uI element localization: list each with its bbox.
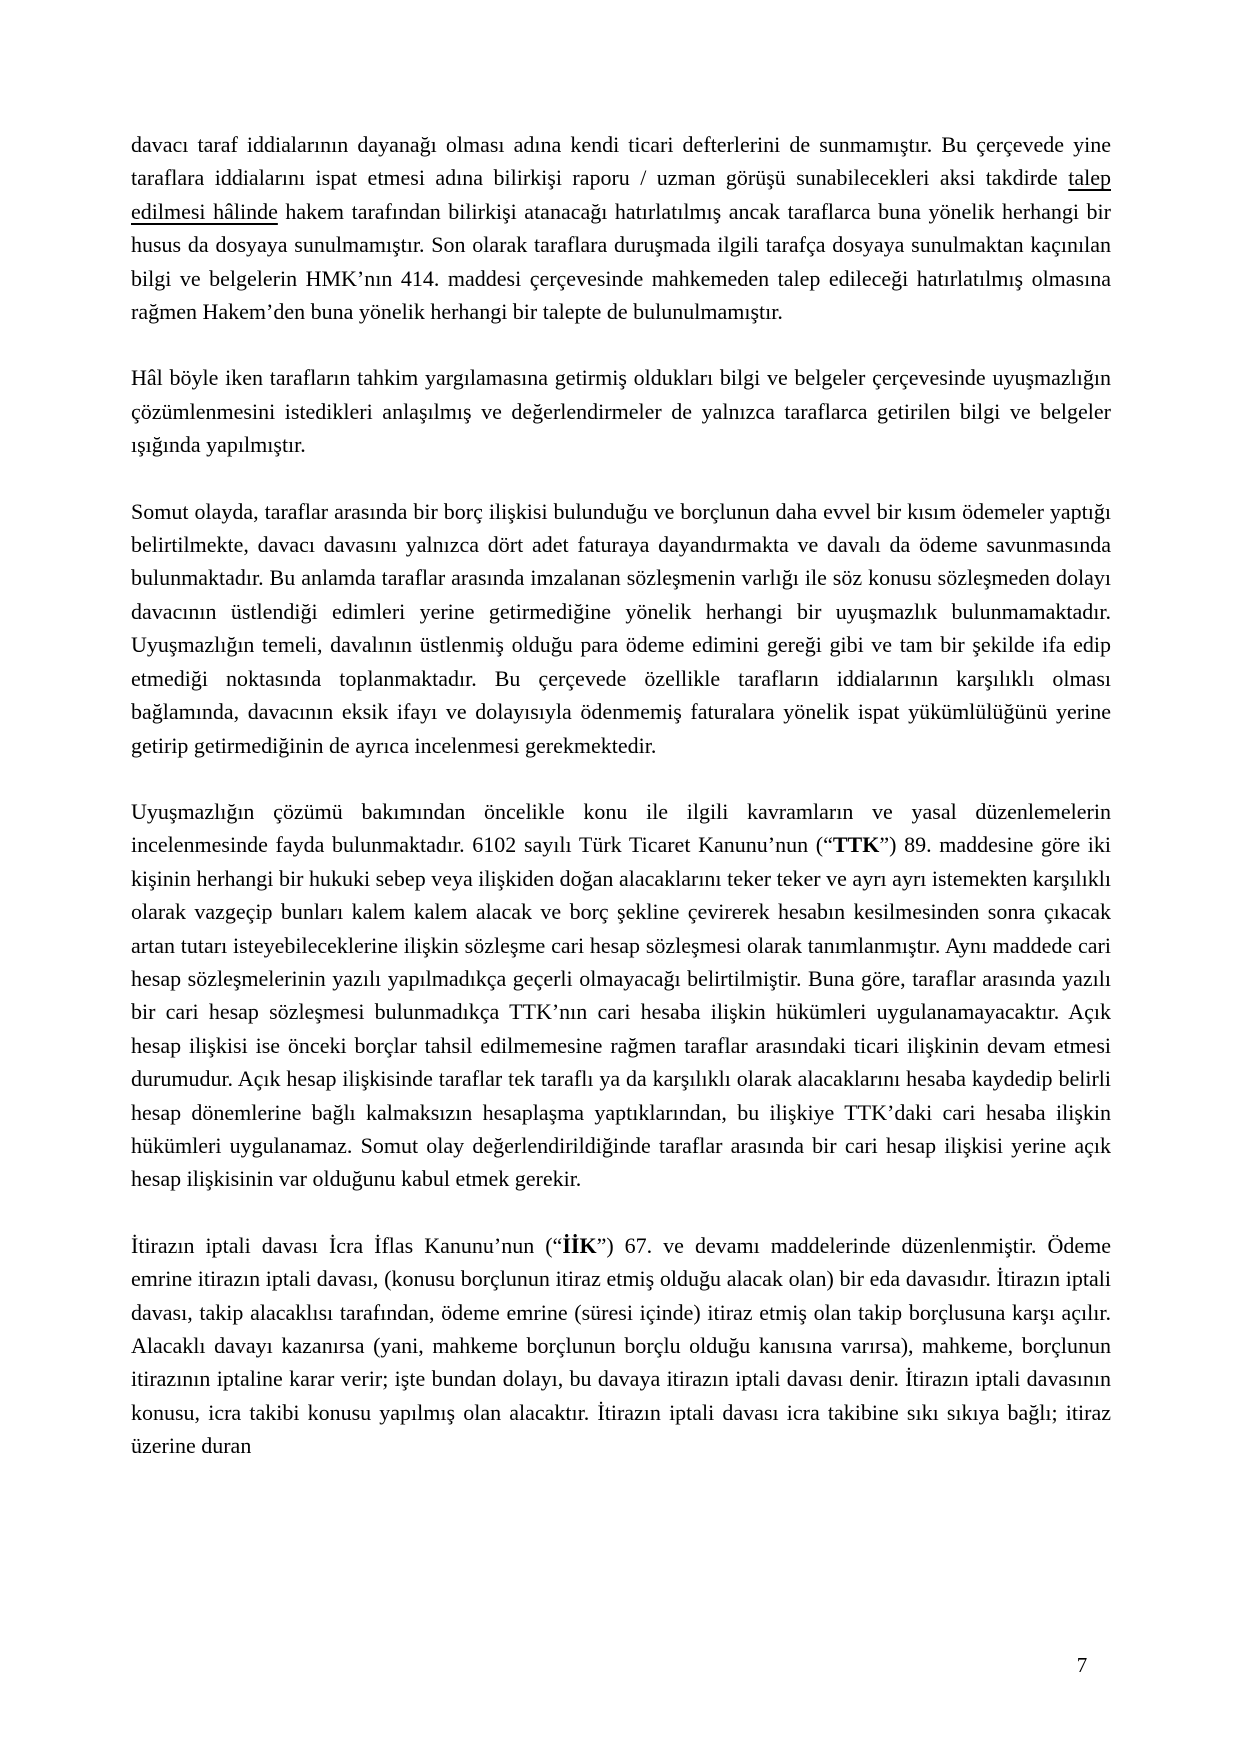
text-run: hakem tarafından bilirkişi atanacağı hatırlatılmış ancak taraflarca buna yönelik herhangi bir husus da dosyaya sunulmamıştır. Son olarak taraflara duruşmada ilgili tarafça dosyaya sunulmaktan kaçınılan bilgi ve belgelerin HMK’nın 414. maddesi çerçevesinde mahkemeden talep edileceği hatırlatılmış olmasına rağmen Hakem’den buna yönelik herhangi bir talepte de bulunulmamıştır. bbox=[131, 198, 1111, 325]
paragraph-1 bbox=[131, 128, 1111, 328]
paragraph-2 bbox=[131, 361, 1111, 461]
paragraph-5 bbox=[131, 1229, 1111, 1463]
bold-abbreviation-ttk: TTK bbox=[832, 832, 880, 858]
page-body bbox=[131, 128, 1111, 1463]
text-run: İtirazın iptali davası İcra İflas Kanunu’nun (“ bbox=[131, 1232, 563, 1258]
paragraph-4 bbox=[131, 795, 1111, 1196]
text-run: Somut olayda, taraflar arasında bir borç ilişkisi bulunduğu ve borçlunun daha evvel bir kısım ödemeler yaptığı belirtilmekte, davacı davasını yalnızca dört adet faturaya dayandırmakta ve davalı da ödeme savunmasında bulunmaktadır. Bu anlamda taraflar arasında imzalanan sözleşmenin varlığı ile söz konusu sözleşmeden dolayı davacının üstlendiği edimleri yerine getirmediğine yönelik herhangi bir uyuşmazlık bulunmamaktadır. Uyuşmazlığın temeli, davalının üstlenmiş olduğu para ödeme edimini gereği gibi ve tam bir şekilde ifa edip etmediği noktasında toplanmaktadır. Bu çerçevede özellikle tarafların iddialarının karşılıklı olması bağlamında, davacının eksik ifayı ve dolayısıyla ödenmemiş faturalara yönelik ispat yükümlülüğünü yerine getirip getirmediğinin de ayrıca incelenmesi gerekmektedir. bbox=[131, 498, 1111, 758]
text-run: Hâl böyle iken tarafların tahkim yargılamasına getirmiş oldukları bilgi ve belgeler çerçevesinde uyuşmazlığın çözümlenmesini istedikleri anlaşılmış ve değerlendirmeler de yalnızca taraflarca getirilen bilgi ve belgeler ışığında yapılmıştır. bbox=[131, 365, 1111, 458]
text-run: Uyuşmazlığın çözümü bakımından öncelikle konu ile ilgili kavramların ve yasal düzenlemelerin incelenmesinde fayda bulunmaktadır. 6102 sayılı Türk Ticaret Kanunu’nun (“ bbox=[131, 798, 1111, 858]
text-run: ”) 67. ve devamı maddelerinde düzenlenmiştir. Ödeme emrine itirazın iptali davası, (konusu borçlunun itiraz etmiş olduğu alacak olan) bir eda davasıdır. İtirazın iptali davası, takip alacaklısı tarafından, ödeme emrine (süresi içinde) itiraz etmiş olan takip borçlusuna karşı açılır. Alacaklı davayı kazanırsa (yani, mahkeme borçlunun borçlu olduğu kanısına varırsa), mahkeme, borçlunun itirazının iptaline karar verir; işte bundan dolayı, bu davaya itirazın iptali davası denir. İtirazın iptali davasının konusu, icra takibi konusu yapılmış olan alacaktır. İtirazın iptali davası icra takibine sıkı sıkıya bağlı; itiraz üzerine duran bbox=[131, 1232, 1112, 1459]
text-run: ”) 89. maddesine göre iki kişinin herhangi bir hukuki sebep veya ilişkiden doğan alacaklarını teker teker ve ayrı ayrı istemekten karşılıklı olarak vazgeçip bunları kalem kalem alacak ve borç şekline çevirerek hesabın kesilmesinden sonra çıkacak artan tutarı isteyebileceklerine ilişkin sözleşme cari hesap sözleşmesi olarak tanımlanmıştır. Aynı maddede cari hesap sözleşmelerinin yazılı yapılmadıkça geçerli olmayacağı belirtilmiştir. Buna göre, taraflar arasında yazılı bir cari hesap sözleşmesi bulunmadıkça TTK’nın cari hesaba ilişkin hükümleri uygulanamayacaktır. Açık hesap ilişkisi ise önceki borçlar tahsil edilmemesine rağmen taraflar arasındaki ticari ilişkinin devam etmesi durumudur. Açık hesap ilişkisinde taraflar tek taraflı ya da karşılıklı olarak alacaklarını hesaba kaydedip belirli hesap dönemlerine bağlı kalmaksızın hesaplaşma yaptıklarından, bu ilişkiye TTK’daki cari hesaba ilişkin hükümleri uygulanamaz. Somut olay değerlendirildiğinde taraflar arasında bir cari hesap ilişkisi yerine açık hesap ilişkisinin var olduğunu kabul etmek gerekir. bbox=[131, 832, 1111, 1192]
page-number: 7 bbox=[1076, 1653, 1088, 1677]
bold-abbreviation-iik: İİK bbox=[562, 1232, 597, 1258]
text-run: davacı taraf iddialarının dayanağı olması adına kendi ticari defterlerini de sunmamıştır. Bu çerçevede yine taraflara iddialarını ispat etmesi adına bilirkişi raporu / uzman görüşü sunabilecekleri aksi takdirde bbox=[131, 132, 1111, 191]
paragraph-3 bbox=[131, 495, 1111, 762]
underlined-text-run: talep edilmesi hâlinde bbox=[131, 165, 1111, 224]
